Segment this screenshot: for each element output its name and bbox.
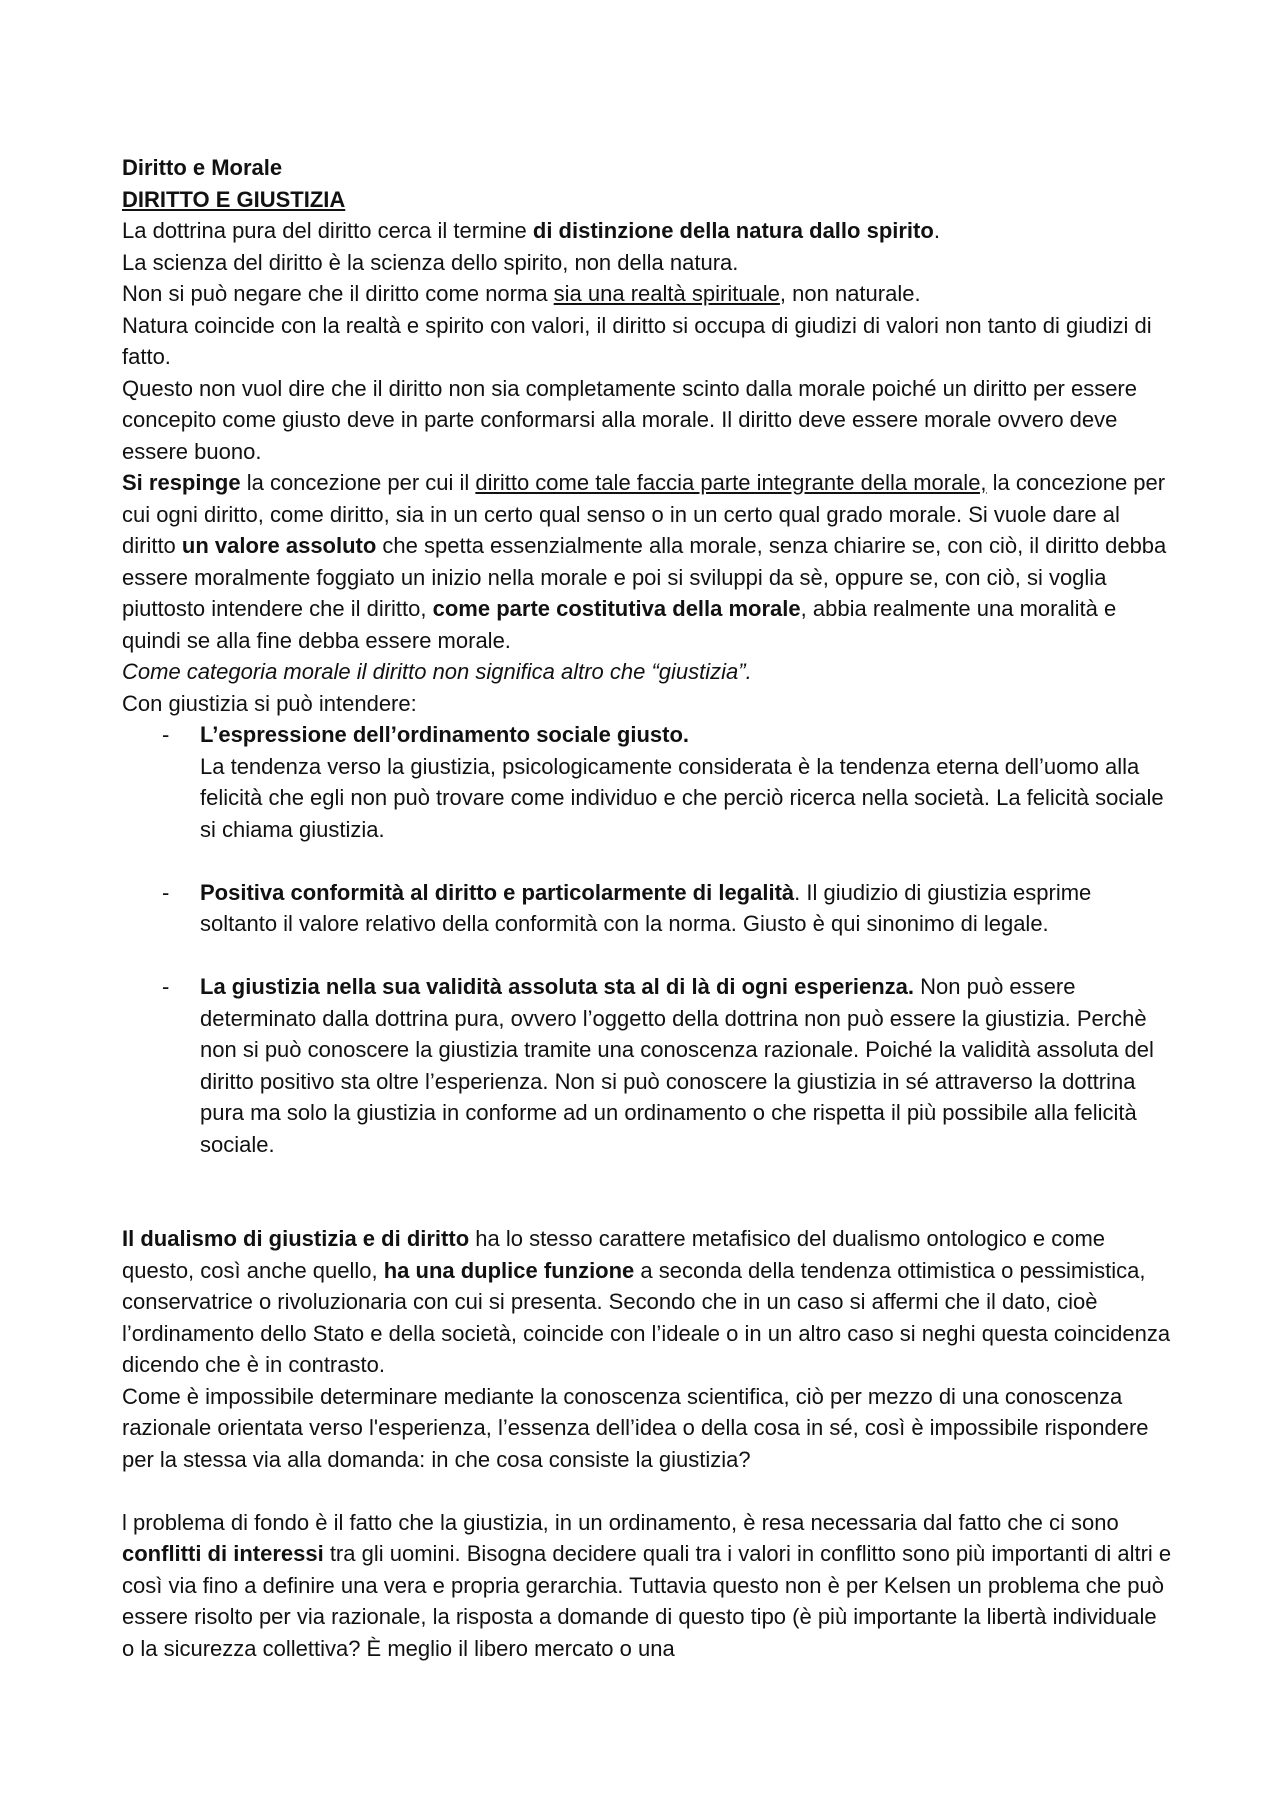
text-span: Non si può negare che il diritto come norma: [122, 281, 554, 306]
bold-text: di distinzione della natura dallo spirito: [532, 218, 934, 243]
list-item: [122, 971, 1172, 1160]
list-dash: -: [162, 974, 170, 999]
paragraph-1: [122, 215, 1172, 247]
bold-text: Si respinge: [122, 470, 241, 495]
document-page: [122, 152, 1172, 1664]
paragraph-7-italic: Come categoria morale il diritto non significa altro che “giustizia”.: [122, 659, 752, 684]
paragraph-5: Questo non vuol dire che il diritto non sia completamente scinto dalla morale poiché un diritto per essere concepito come giusto deve in parte conformarsi alla morale. Il diritto deve essere morale ovvero deve essere buono.: [122, 375, 1137, 464]
text-span: La dottrina pura del diritto cerca il termine: [122, 218, 533, 243]
underlined-text: diritto come tale faccia parte integrante della morale,: [475, 470, 987, 495]
bold-text: La giustizia nella sua validità assoluta sta al di là di ogni esperienza.: [200, 974, 915, 999]
spacer: [122, 1475, 1172, 1507]
bold-text: ha una duplice funzione: [383, 1257, 635, 1283]
list-spacer: [122, 940, 1172, 972]
justice-meanings-list: [122, 719, 1172, 1160]
bold-text: Il dualismo di giustizia e di diritto: [122, 1226, 470, 1251]
text-span: .: [933, 218, 940, 243]
list-spacer: [122, 845, 1172, 877]
text-span: l problema di fondo è il fatto che la giustizia, in un ordinamento, è resa necessaria dal fatto che ci sono: [122, 1509, 1119, 1535]
list-dash: -: [162, 879, 170, 905]
paragraph-8: Con giustizia si può intendere:: [122, 690, 417, 716]
underlined-text: sia una realtà spirituale: [553, 281, 780, 306]
text-span: tra gli uomini. Bisogna decidere quali tra i valori in conflitto sono più importanti di altri e così via fino a definire una vera e propria gerarchia. Tuttavia questo non è per Kelsen un problema che può essere risolto per via razionale, la risposta a domande di questo tipo (è più importante la libertà individuale o la sicurezza collettiva? È meglio il libero mercato o una: [122, 1541, 1172, 1661]
text-span: , abbia realmente una moralità e quindi se alla fine debba essere morale.: [122, 596, 1117, 653]
paragraph-6: [122, 467, 1172, 656]
text-span: la concezione per cui ogni diritto, come diritto, sia in un certo qual senso o in un certo qual grado morale. Si vuole dare al diritto: [122, 470, 1166, 558]
paragraph-2: La scienza del diritto è la scienza dello spirito, non della natura.: [122, 249, 739, 275]
list-item-continuation: La tendenza verso la giustizia, psicologicamente considerata è la tendenza eterna dell’uomo alla felicità che egli non può trovare come individuo e che perciò ricerca nella società. La felicità sociale si chiama giustizia.: [200, 753, 1164, 842]
paragraph-10: Come è impossibile determinare mediante la conoscenza scientifica, ciò per mezzo di una conoscenza razionale orientata verso l'esperienza, l’essenza dell’idea o della cosa in sé, così è impossibile rispondere per la stessa via alla domanda: in che cosa consiste la giustizia?: [122, 1383, 1149, 1472]
list-dash: -: [162, 722, 170, 747]
list-item: [122, 719, 1172, 845]
section-heading: DIRITTO E GIUSTIZIA: [122, 186, 346, 212]
spacer: [122, 1160, 1172, 1223]
text-span: la concezione per cui il: [240, 470, 476, 495]
list-item: [122, 877, 1172, 940]
text-span: a seconda della tendenza ottimistica o pessimistica, conservatrice o rivoluzionaria con cui si presenta. Secondo che in un caso si affermi che il dato, cioè l’ordinamento dello Stato e della società, coincide con l’ideale o in un altro caso si neghi questa coincidenza dicendo che è in contrasto.: [122, 1257, 1171, 1377]
document-title: Diritto e Morale: [122, 155, 283, 180]
text-span: , non naturale.: [779, 281, 921, 306]
paragraph-11: [122, 1507, 1172, 1665]
bold-text: Positiva conformità al diritto e particolarmente di legalità: [200, 879, 795, 905]
paragraph-4: Natura coincide con la realtà e spirito con valori, il diritto si occupa di giudizi di valori non tanto di giudizi di fatto.: [122, 312, 1152, 369]
bold-text: un valore assoluto: [181, 533, 377, 558]
text-span: ha lo stesso carattere metafisico del dualismo ontologico e come questo, così anche quello,: [122, 1226, 1106, 1283]
bold-text: come parte costitutiva della morale: [432, 596, 801, 621]
paragraph-3: [122, 278, 1172, 310]
text-span: . Il giudizio di giustizia esprime soltanto il valore relativo della conformità con la norma. Giusto è qui sinonimo di legale.: [200, 879, 1092, 936]
bold-text: conflitti di interessi: [122, 1541, 324, 1566]
paragraph-9: [122, 1223, 1172, 1381]
bold-text: L’espressione dell’ordinamento sociale giusto.: [200, 722, 690, 747]
text-span: Non può essere determinato dalla dottrina pura, ovvero l’oggetto della dottrina non può essere la giustizia. Perchè non si può conoscere la giustizia tramite una conoscenza razionale. Poiché la validità assoluta del diritto positivo sta oltre l’esperienza. Non si può conoscere la giustizia in sé attraverso la dottrina pura ma solo la giustizia in conforme ad un ordinamento o che rispetta il più possibile alla felicità sociale.: [200, 974, 1154, 1157]
text-span: che spetta essenzialmente alla morale, senza chiarire se, con ciò, il diritto debba essere moralmente foggiato un inizio nella morale e poi si sviluppi da sè, oppure se, con ciò, si voglia piuttosto intendere che il diritto,: [122, 533, 1167, 621]
